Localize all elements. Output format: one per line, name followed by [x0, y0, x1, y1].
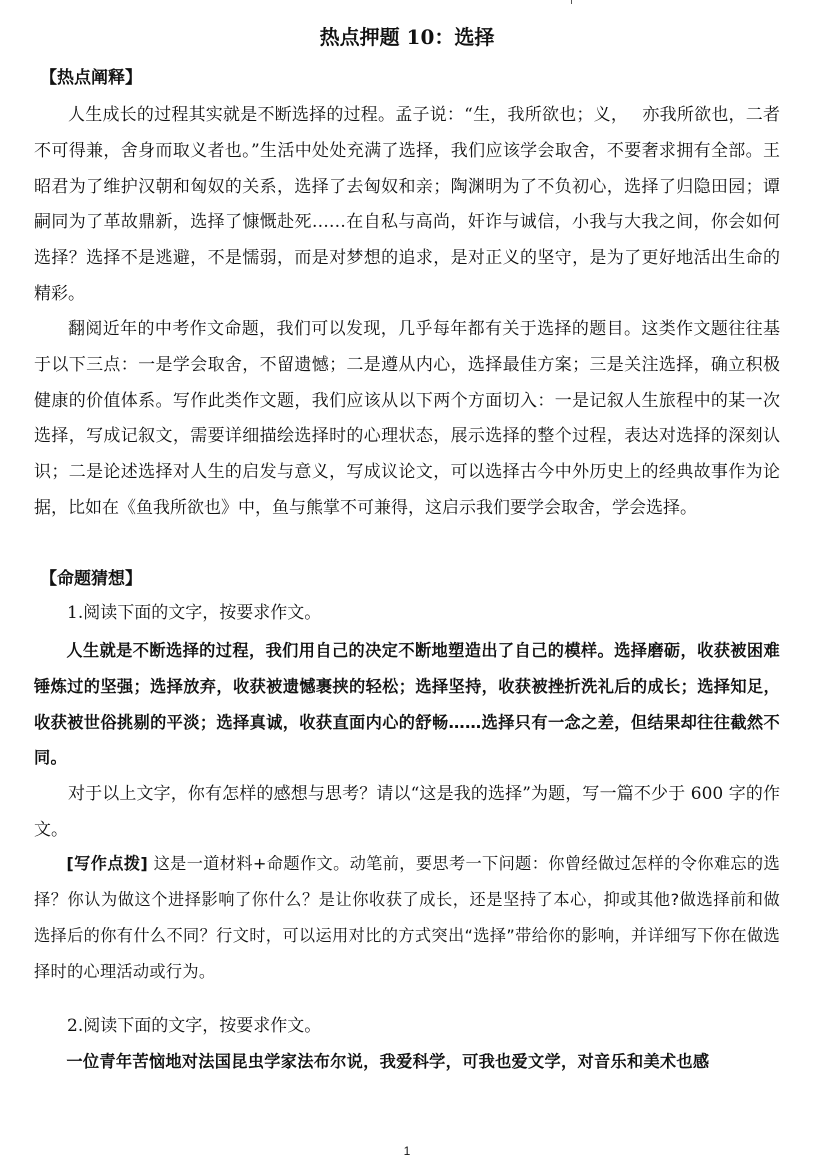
- explain-paragraph-1: 人生成长的过程其实就是不断选择的过程。孟子说：“生，我所欲也；义， 亦我所欲也，二者不可得兼，舍身而取义者也。”生活中处处充满了选择，我们应该学会取舍，不要奢求拥有全部。王昭君为了维护汉朝和匈奴的关系，选择了去匈奴和亲；陶渊明为了不负初心，选择了归隐田园；谭嗣同为了革故鼎新，选择了慷慨赴死……在自私与高尚，奸诈与诚信，小我与大我之间，你会如何选择？选择不是逃避，不是懦弱，而是对梦想的追求，是对正义的坚守，是为了更好地活出生命的精彩。: [34, 105, 780, 304]
- top-edge-mark: [571, 0, 572, 4]
- writing-tip-text: 这是一道材料+命题作文。动笔前，要思考一下问题：你曾经做过怎样的令你难忘的选择？你认为做这个进择影响了你什么？是让你收获了成长，还是坚持了本心，抑或其他?做选择前和做选择后的你有什么不同？行文时，可以运用对比的方式突出“选择”带给你的影响，并详细写下你在做选择时的心理活动或行为。: [34, 854, 780, 981]
- question-2-instruction: 2.阅读下面的文字，按要求作文。: [67, 1016, 322, 1036]
- explain-paragraph-2: 翻阅近年的中考作文命题，我们可以发现，几乎每年都有关于选择的题目。这类作文题往往基于以下三点：一是学会取舍，不留遗憾；二是遵从内心，选择最佳方案；三是关注选择，确立积极健康的价值体系。写作此类作文题，我们应该从以下两个方面切入：一是记叙人生旅程中的某一次选择，写成记叙文，需要详细描绘选择时的心理状态，展示选择的整个过程，表达对选择的深刻认识；二是论述选择对人生的启发与意义，写成议论文，可以选择古今中外历史上的经典故事作为论据，比如在《鱼我所欲也》中，鱼与熊掌不可兼得，这启示我们要学会取舍，学会选择。: [34, 319, 780, 518]
- writing-tip-label: [写作点拨]: [66, 854, 149, 873]
- page-number: 1: [403, 1144, 411, 1158]
- section-heading-guess: 【命题猜想】: [40, 569, 142, 589]
- question-2-material: 一位青年苦恼地对法国昆虫学家法布尔说，我爱科学，可我也爱文学，对音乐和美术也感: [66, 1052, 710, 1071]
- question-1-writing-tip: [34, 846, 780, 990]
- question-1-prompt: 对于以上文字，你有怎样的感想与思考？请以“这是我的选择”为题，写一篇不少于 600 字的作文。: [34, 784, 780, 840]
- page-title: 热点押题 10：选择: [319, 25, 495, 49]
- question-1-instruction: 1.阅读下面的文字，按要求作文。: [67, 603, 322, 623]
- section-heading-explain: 【热点阐释】: [40, 68, 142, 88]
- question-1-material: 人生就是不断选择的过程，我们用自己的决定不断地塑造出了自己的模样。选择磨砺，收获被困难锤炼过的坚强；选择放弃，收获被遗憾裹挟的轻松；选择坚持，收获被挫折洗礼后的成长；选择知足，收获被世俗挑剔的平淡；选择真诚，收获直面内心的舒畅……选择只有一念之差，但结果却往往截然不同。: [34, 641, 780, 768]
